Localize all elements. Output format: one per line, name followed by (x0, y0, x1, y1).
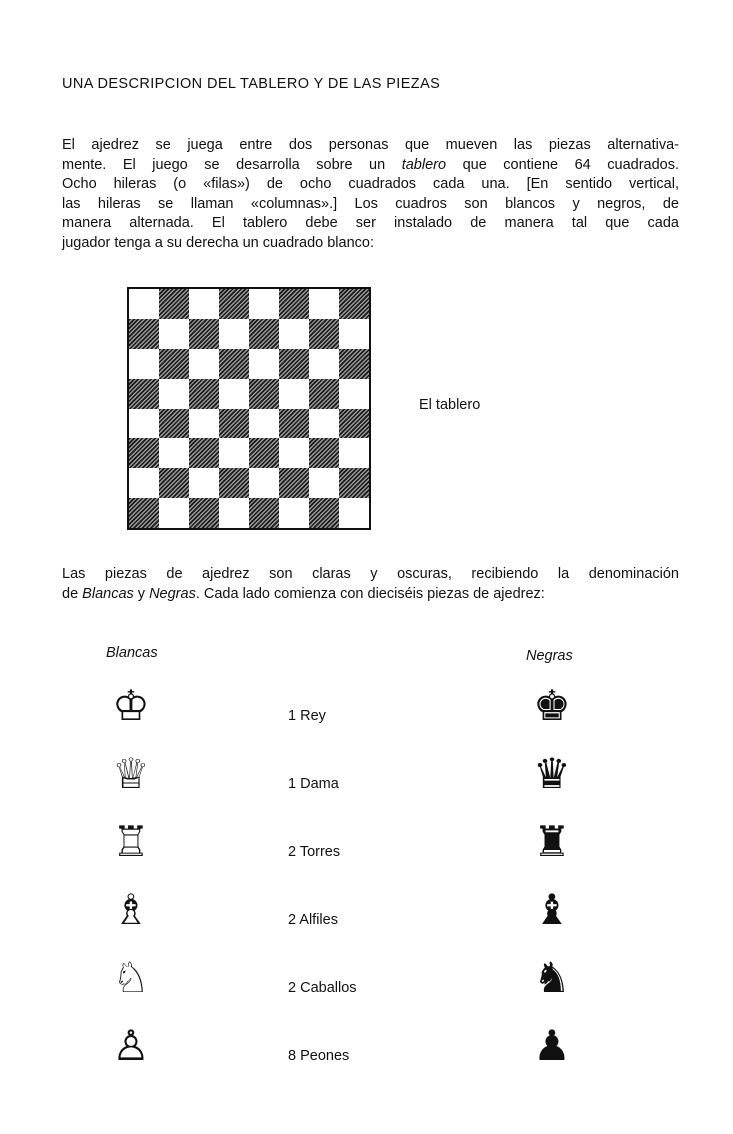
text-line (62, 234, 679, 254)
light-square (309, 468, 339, 498)
dark-square (159, 468, 189, 498)
light-square (189, 349, 219, 379)
text-run: que contiene 64 cuadrados. (446, 156, 679, 173)
text-run: jugador tenga a su derecha un cuadrado blanco: (62, 234, 374, 251)
text-line (62, 565, 679, 585)
black-queen-icon: ♛ (533, 749, 571, 798)
piece-count-label: 2 Torres (288, 844, 341, 860)
piece-count-label: 2 Caballos (288, 980, 357, 996)
light-square (279, 438, 309, 468)
dark-square (279, 409, 309, 439)
text-run: y (133, 585, 150, 602)
black-king-icon: ♚ (533, 681, 571, 730)
white-bishop-icon: ♗ (112, 885, 150, 934)
dark-square (279, 289, 309, 319)
dark-square (249, 319, 279, 349)
light-square (189, 289, 219, 319)
dark-square (219, 409, 249, 439)
light-square (339, 319, 369, 349)
dark-square (189, 438, 219, 468)
white-rook-icon: ♖ (112, 817, 150, 866)
black-bishop-icon: ♝ (533, 885, 571, 934)
chessboard-diagram (127, 287, 371, 530)
piece-row-rook (0, 816, 733, 876)
light-square (219, 379, 249, 409)
light-square (279, 379, 309, 409)
text-run: Las piezas de ajedrez son claras y oscuras, recibiendo la denominación (62, 566, 679, 582)
light-square (159, 438, 189, 468)
dark-square (249, 438, 279, 468)
dark-square (309, 379, 339, 409)
white-king-icon: ♔ (112, 681, 150, 730)
intro-paragraph (62, 136, 679, 253)
text-line (62, 156, 679, 176)
black-pawn-icon: ♟ (533, 1021, 571, 1070)
light-square (339, 498, 369, 528)
light-square (159, 498, 189, 528)
text-run: Ocho hileras (o «filas») de ocho cuadrados cada una. [En sentido vertical, (62, 176, 679, 192)
dark-square (249, 379, 279, 409)
piece-row-knight (0, 952, 733, 1012)
light-square (129, 409, 159, 439)
text-run: . Cada lado comienza con dieciséis piezas de ajedrez: (195, 585, 545, 602)
dark-square (159, 409, 189, 439)
piece-row-bishop (0, 884, 733, 944)
white-pawn-icon: ♙ (112, 1021, 150, 1070)
white-column-heading: Blancas (106, 645, 158, 661)
light-square (309, 289, 339, 319)
dark-square (219, 468, 249, 498)
light-square (219, 319, 249, 349)
text-run: las hileras se llaman «columnas».] Los cuadros son blancos y negros, de (62, 195, 679, 212)
light-square (309, 349, 339, 379)
piece-count-label: 1 Dama (288, 776, 339, 792)
piece-row-queen (0, 748, 733, 808)
dark-square (159, 349, 189, 379)
italic-term: Negras (149, 585, 196, 602)
light-square (279, 319, 309, 349)
light-square (159, 379, 189, 409)
black-rook-icon: ♜ (533, 817, 571, 866)
piece-row-king (0, 680, 733, 740)
dark-square (339, 289, 369, 319)
light-square (189, 468, 219, 498)
piece-count-label: 2 Alfiles (288, 912, 338, 928)
light-square (249, 349, 279, 379)
italic-term: tablero (401, 156, 447, 173)
italic-term: Blancas (82, 585, 134, 602)
piece-row-pawn (0, 1020, 733, 1080)
light-square (309, 409, 339, 439)
light-square (339, 379, 369, 409)
board-caption: El tablero (419, 397, 481, 413)
dark-square (339, 409, 369, 439)
light-square (129, 468, 159, 498)
black-knight-icon: ♞ (533, 953, 571, 1002)
dark-square (219, 289, 249, 319)
text-run: mente. El juego se desarrolla sobre un (62, 156, 402, 173)
light-square (219, 438, 249, 468)
light-square (159, 319, 189, 349)
dark-square (339, 468, 369, 498)
light-square (249, 468, 279, 498)
text-line (62, 195, 679, 215)
dark-square (279, 468, 309, 498)
light-square (189, 409, 219, 439)
dark-square (189, 319, 219, 349)
piece-count-label: 8 Peones (288, 1048, 350, 1064)
text-run: El ajedrez se juega entre dos personas que mueven las piezas alternativa- (62, 137, 679, 153)
text-run: manera alternada. El tablero debe ser instalado de manera tal que cada (62, 215, 679, 231)
text-line (62, 214, 679, 234)
dark-square (129, 438, 159, 468)
text-line (62, 136, 679, 156)
light-square (129, 349, 159, 379)
dark-square (339, 349, 369, 379)
piece-count-label: 1 Rey (288, 708, 326, 724)
light-square (129, 289, 159, 319)
white-queen-icon: ♕ (112, 749, 150, 798)
light-square (249, 409, 279, 439)
light-square (339, 438, 369, 468)
dark-square (159, 289, 189, 319)
white-knight-icon: ♘ (112, 953, 150, 1002)
black-column-heading: Negras (526, 648, 573, 664)
dark-square (279, 349, 309, 379)
dark-square (249, 498, 279, 528)
dark-square (219, 349, 249, 379)
light-square (279, 498, 309, 528)
dark-square (189, 379, 219, 409)
text-run: de (62, 585, 83, 602)
dark-square (309, 319, 339, 349)
text-line (62, 175, 679, 195)
pieces-paragraph (62, 565, 679, 604)
dark-square (129, 498, 159, 528)
dark-square (129, 319, 159, 349)
dark-square (309, 438, 339, 468)
light-square (219, 498, 249, 528)
section-heading: UNA DESCRIPCION DEL TABLERO Y DE LAS PIEZAS (62, 76, 441, 92)
light-square (249, 289, 279, 319)
dark-square (189, 498, 219, 528)
text-line (62, 585, 679, 605)
dark-square (129, 379, 159, 409)
dark-square (309, 498, 339, 528)
